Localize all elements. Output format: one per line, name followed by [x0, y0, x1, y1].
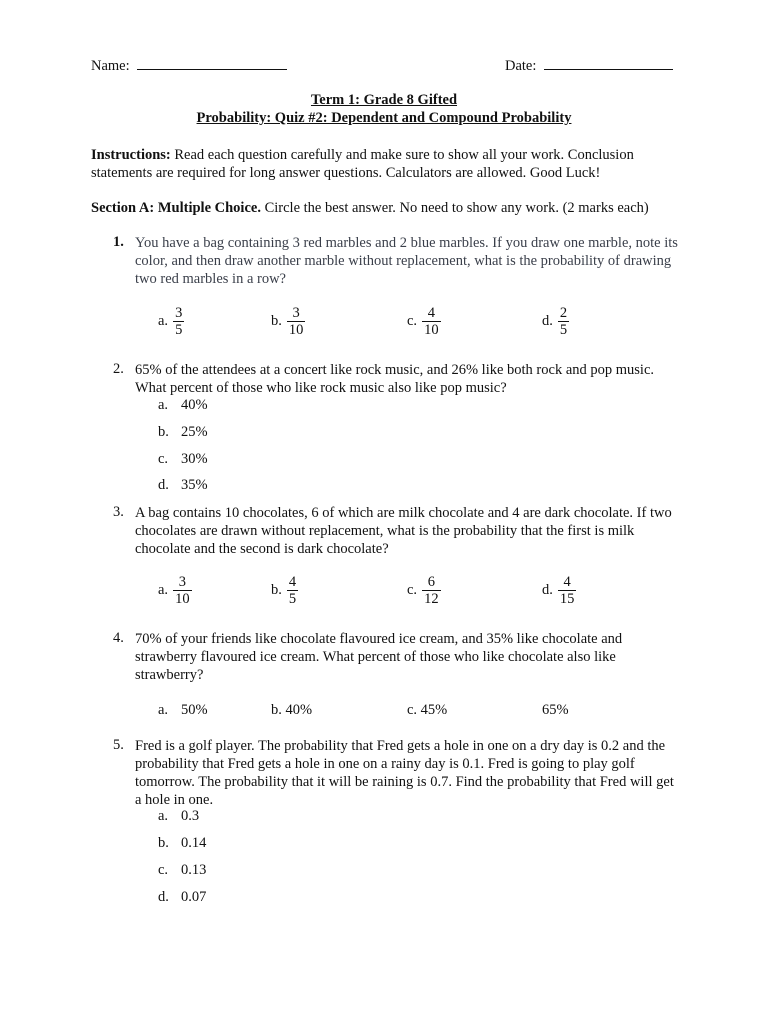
fraction-numerator: 4	[427, 305, 435, 321]
date-label: Date:	[505, 58, 537, 74]
fraction-denominator: 10	[424, 322, 439, 338]
fraction	[287, 305, 306, 338]
instructions	[91, 146, 681, 182]
name-label: Name:	[91, 58, 130, 74]
instructions-label: Instructions:	[91, 147, 171, 163]
option-letter: c.	[407, 582, 418, 598]
question-3-option-b[interactable]	[271, 574, 298, 607]
option-letter: a.	[158, 702, 169, 718]
option-text: 0.14	[181, 835, 207, 851]
option-text: 50%	[181, 702, 208, 718]
option-letter: b.	[158, 835, 169, 851]
fraction-numerator: 3	[175, 305, 183, 321]
option-letter: c.	[158, 862, 169, 878]
fraction	[422, 574, 441, 607]
option-letter: a.	[158, 582, 169, 598]
option-letter: b.	[158, 424, 169, 440]
option-letter: d.	[158, 477, 169, 493]
fraction-denominator: 5	[175, 322, 183, 338]
quiz-title-topic: Probability: Quiz #2: Dependent and Compound Probability	[196, 110, 572, 126]
question-3-text: A bag contains 10 chocolates, 6 of which are milk chocolate and 4 are dark chocolate. If two chocolates are drawn without replacement, what is the probability that the first is milk chocolate and the second is dark chocolate?	[135, 505, 672, 557]
option-letter: d.	[542, 313, 553, 329]
option-letter: b.	[271, 313, 282, 329]
fraction-numerator: 2	[559, 305, 568, 321]
fraction-numerator: 3	[292, 305, 300, 321]
date-blank-line	[544, 57, 673, 70]
option-text: 0.13	[181, 862, 207, 878]
fraction	[287, 574, 298, 607]
fraction-numerator: 4	[563, 574, 571, 590]
fraction	[173, 305, 184, 338]
fraction-numerator: 3	[178, 574, 186, 590]
fraction	[558, 574, 577, 607]
section-a-label: Section A: Multiple Choice.	[91, 200, 261, 216]
section-a-text: Circle the best answer. No need to show any work. (2 marks each)	[264, 200, 649, 216]
question-1-text: You have a bag containing 3 red marbles and 2 blue marbles. If you draw one marble, note its color, and then draw another marble without replacement, what is the probability of drawing two red marbles in a row?	[135, 235, 678, 287]
option-text: 0.3	[181, 808, 200, 824]
question-4-option-c[interactable]: c. 45%	[407, 702, 448, 718]
option-text: 30%	[181, 451, 208, 467]
question-2-text: 65% of the attendees at a concert like rock music, and 26% like both rock and pop music. What percent of those who like rock music also like pop music?	[135, 362, 655, 396]
option-letter: c.	[407, 313, 418, 329]
question-1-option-d[interactable]	[542, 305, 569, 338]
fraction-denominator: 5	[559, 322, 568, 338]
fraction	[558, 305, 569, 338]
fraction	[422, 305, 441, 338]
fraction-denominator: 12	[424, 591, 439, 607]
instructions-text: Read each question carefully and make sure to show all your work. Conclusion statements are required for long answer questions. Calculators are allowed. Good Luck!	[91, 147, 634, 181]
option-letter: a.	[158, 313, 169, 329]
question-4-number: 4.	[113, 630, 124, 646]
question-1-number: 1.	[113, 234, 124, 250]
option-letter: d.	[158, 889, 169, 905]
question-1-option-c[interactable]	[407, 305, 441, 338]
option-text: 40%	[181, 397, 208, 413]
question-3-option-c[interactable]	[407, 574, 441, 607]
question-3-number: 3.	[113, 504, 124, 520]
option-letter: b.	[271, 582, 282, 598]
question-4-option-b[interactable]: b. 40%	[271, 702, 313, 718]
question-4-text: 70% of your friends like chocolate flavoured ice cream, and 35% like chocolate and strawberry flavoured ice cream. What percent of those who like chocolate also like strawberry?	[135, 631, 623, 683]
question-5-number: 5.	[113, 737, 124, 753]
option-letter: a.	[158, 397, 169, 413]
question-1-option-a[interactable]	[158, 305, 184, 338]
question-3-option-a[interactable]	[158, 574, 192, 607]
fraction-denominator: 10	[288, 322, 304, 338]
question-5-text: Fred is a golf player. The probability that Fred gets a hole in one on a dry day is 0.2 and the probability that Fred gets a hole in one on a rainy day is 0.1. Fred is going to play golf tomorrow. The probability that it will be raining is 0.7. Find the probability that Fred will get a hole in one.	[135, 738, 674, 808]
quiz-title-term: Term 1: Grade 8 Gifted	[310, 92, 458, 108]
fraction	[173, 574, 192, 607]
fraction-numerator: 4	[288, 574, 297, 590]
option-text: 35%	[181, 477, 208, 493]
fraction-numerator: 6	[427, 574, 435, 590]
question-4-option-d[interactable]: 65%	[542, 702, 569, 718]
date-field	[505, 57, 673, 75]
option-letter: d.	[542, 582, 553, 598]
question-3-option-d[interactable]	[542, 574, 576, 607]
question-1-option-b[interactable]	[271, 305, 305, 338]
fraction-denominator: 10	[175, 591, 190, 607]
option-letter: c.	[158, 451, 169, 467]
question-2-number: 2.	[113, 361, 124, 377]
option-text: 25%	[181, 424, 208, 440]
option-text: 0.07	[181, 889, 207, 905]
name-field	[91, 57, 287, 75]
name-blank-line	[137, 57, 287, 70]
fraction-denominator: 5	[288, 591, 297, 607]
option-letter: a.	[158, 808, 169, 824]
fraction-denominator: 15	[559, 591, 575, 607]
section-a-heading	[91, 200, 649, 217]
